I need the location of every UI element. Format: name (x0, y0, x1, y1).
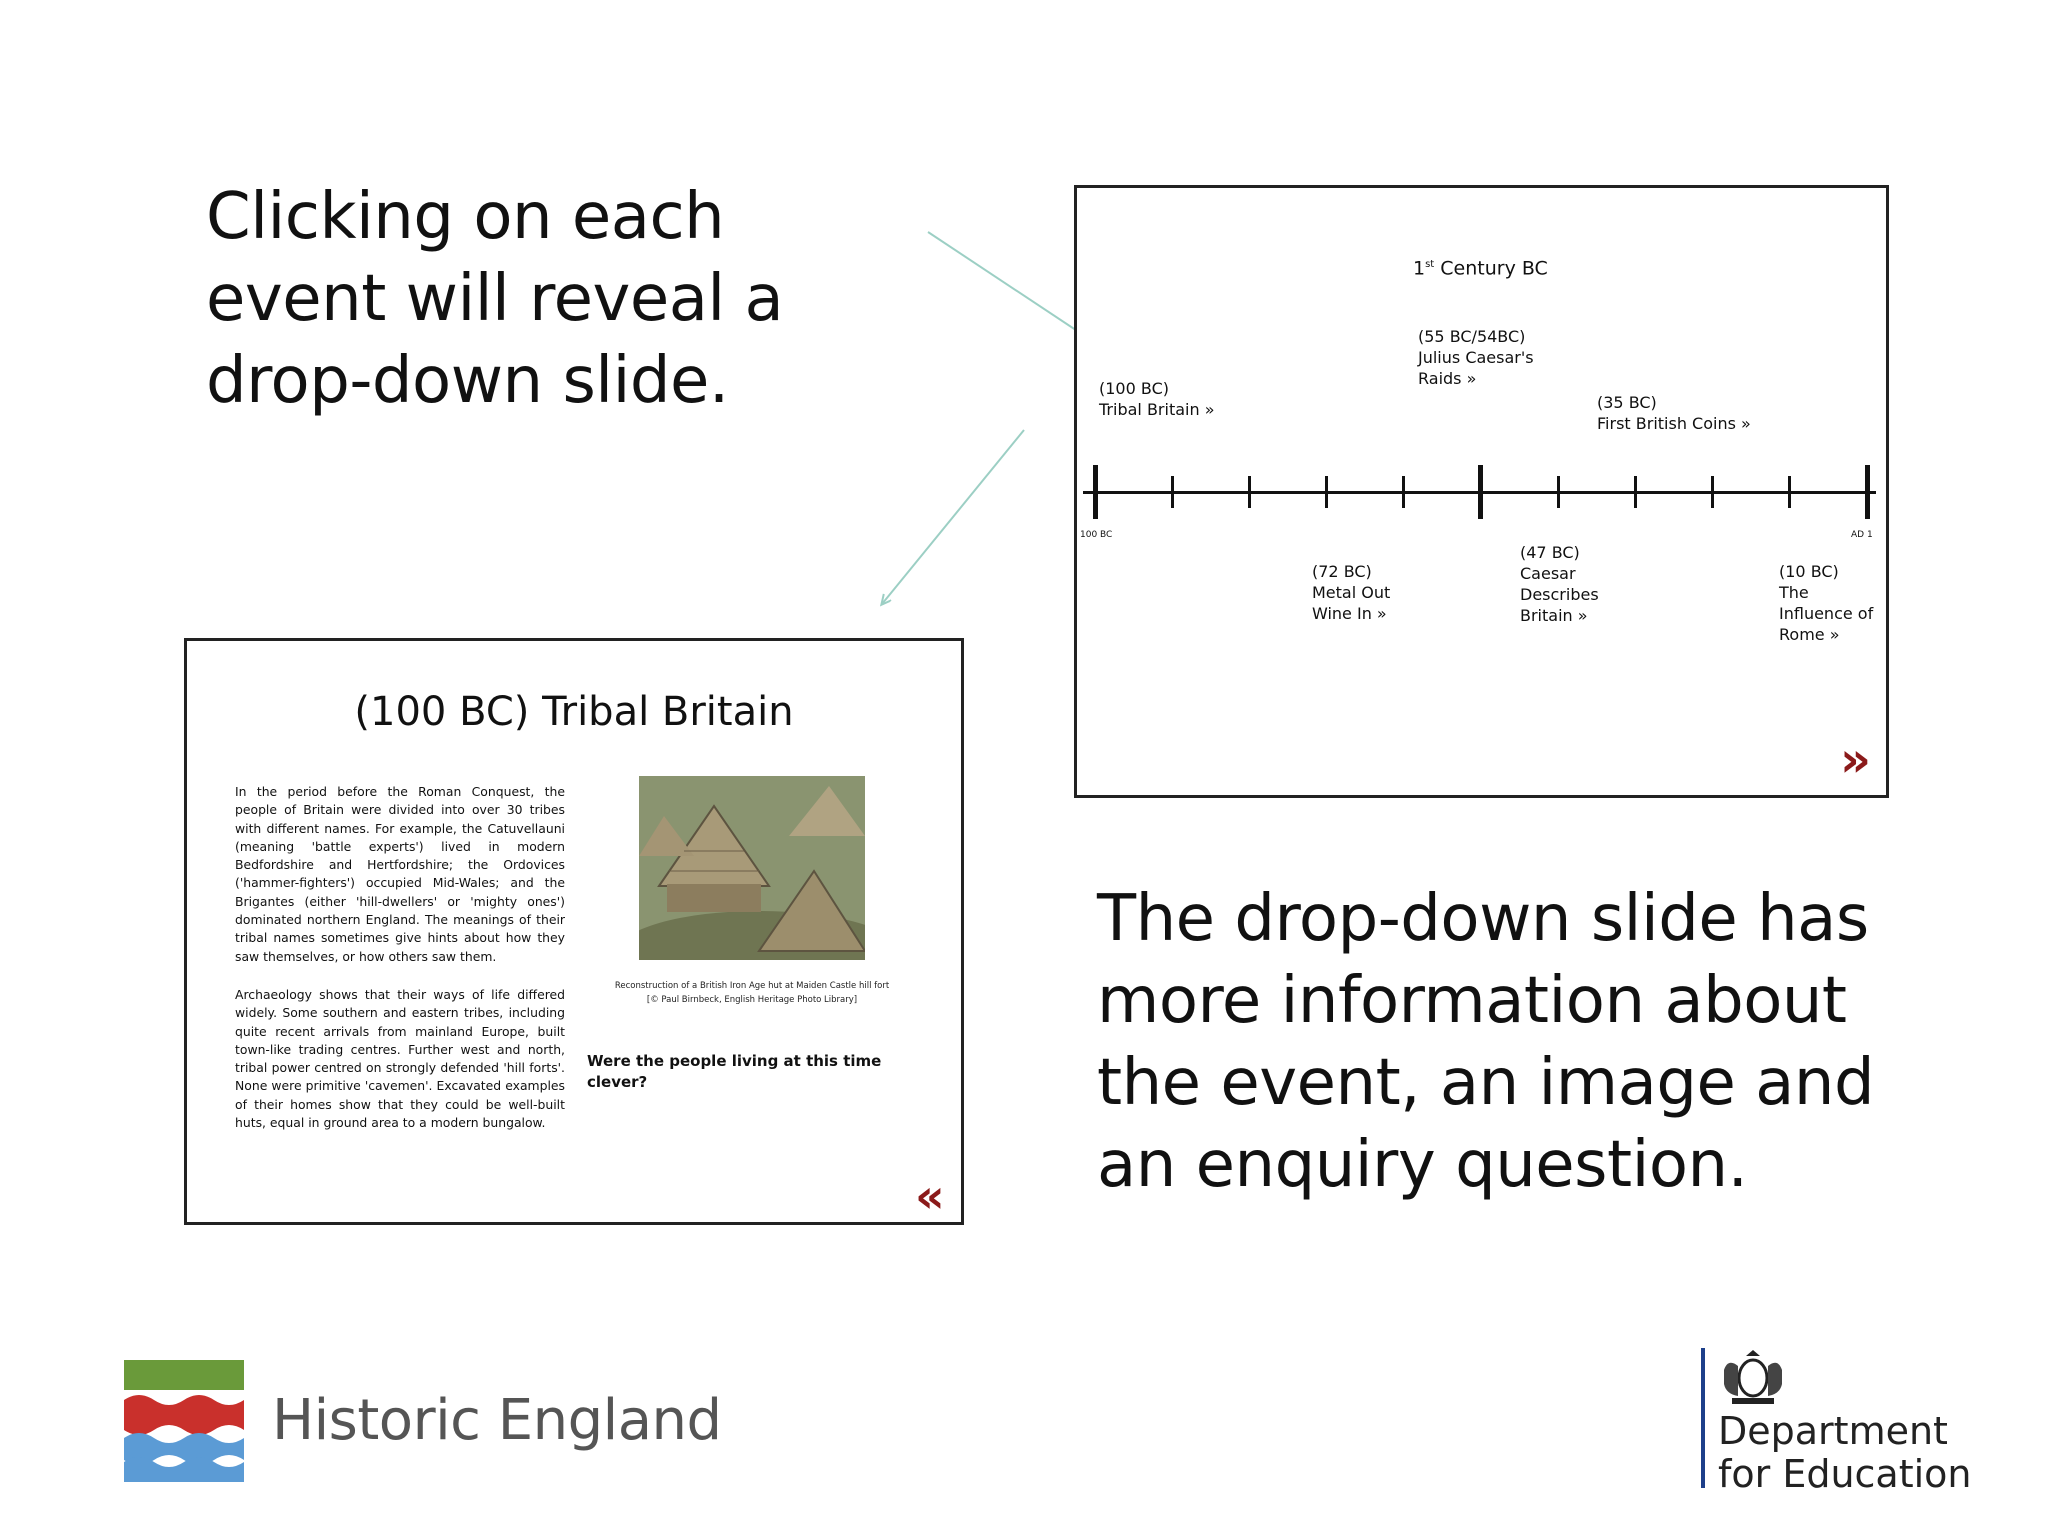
timeline-tick (1478, 465, 1483, 519)
timeline-tick (1171, 476, 1174, 508)
timeline-tick (1402, 476, 1405, 508)
enquiry-question: Were the people living at this time clever? (587, 1052, 882, 1091)
dfe-divider (1701, 1348, 1705, 1488)
historic-england-logo-text: Historic England (272, 1388, 722, 1453)
dfe-logo-text: Department for Education (1718, 1409, 1972, 1496)
timeline-event-tribal-britain[interactable]: (100 BC) Tribal Britain » (1099, 379, 1215, 419)
detail-title: (100 BC) Tribal Britain (354, 689, 794, 735)
arrow-to-detail (882, 430, 1024, 604)
timeline-tick (1325, 476, 1328, 508)
timeline-event-british-coins[interactable]: (35 BC) First British Coins » (1597, 393, 1751, 433)
timeline-event-caesar-raids[interactable]: (55 BC/54BC) Julius Caesar's Raids » (1418, 327, 1534, 388)
iron-age-hut-image (639, 776, 865, 960)
back-slide-button[interactable]: « (915, 1169, 945, 1223)
timeline-event-metal-wine[interactable]: (72 BC) Metal Out Wine In » (1312, 562, 1391, 623)
timeline-century-title: 1st Century BC (1413, 257, 1548, 280)
timeline-tick (1634, 476, 1637, 508)
detail-slide (184, 638, 964, 1225)
timeline-tick (1248, 476, 1251, 508)
timeline-event-influence-rome[interactable]: (10 BC) The Influence of Rome » (1779, 562, 1874, 644)
timeline-end-label: AD 1 (1851, 530, 1873, 540)
timeline-tick (1093, 465, 1098, 519)
timeline-slide (1074, 185, 1889, 798)
timeline-tick (1557, 476, 1560, 508)
caption-top: Clicking on each event will reveal a drop-down slide. (206, 180, 784, 418)
timeline-tick (1788, 476, 1791, 508)
image-caption: Reconstruction of a British Iron Age hut at Maiden Castle hill fort [© Paul Birnbeck, English Heritage Photo Library] (614, 981, 890, 1005)
detail-paragraph-1: In the period before the Roman Conquest, the people of Britain were divided into over 30 tribes with different names. For example, the Catuvellauni (meaning 'battle experts') lived in modern Bedfordshire and Hertfordshire; the Ordovices ('hammer-fighters') occupied Mid-Wales; and the Brigantes (either 'hill-dwellers' or 'mighty ones') dominated northern England. The meanings of their tribal names sometimes give hints about how they saw themselves, or how others saw them. (235, 784, 565, 964)
caption-bottom: The drop-down slide has more information about the event, an image and an enquiry question. (1097, 882, 1875, 1202)
royal-crest-icon (1718, 1348, 1788, 1408)
timeline-start-label: 100 BC (1080, 530, 1113, 540)
timeline-event-caesar-describes[interactable]: (47 BC) Caesar Describes Britain » (1520, 543, 1599, 625)
next-slide-button[interactable]: » (1840, 732, 1872, 788)
detail-paragraph-2: Archaeology shows that their ways of life differed widely. Some southern and eastern tribes, including quite recent arrivals from mainland Europe, built town-like trading centres. Further west and north, tribal power centred on strongly defended 'hill forts'. None were primitive 'cavemen'. Excavated examples of their homes show that they could be well-built huts, equal in ground area to a modern bungalow. (235, 987, 565, 1131)
historic-england-logo-icon (124, 1360, 244, 1482)
timeline-tick (1865, 465, 1870, 519)
timeline-tick (1711, 476, 1714, 508)
